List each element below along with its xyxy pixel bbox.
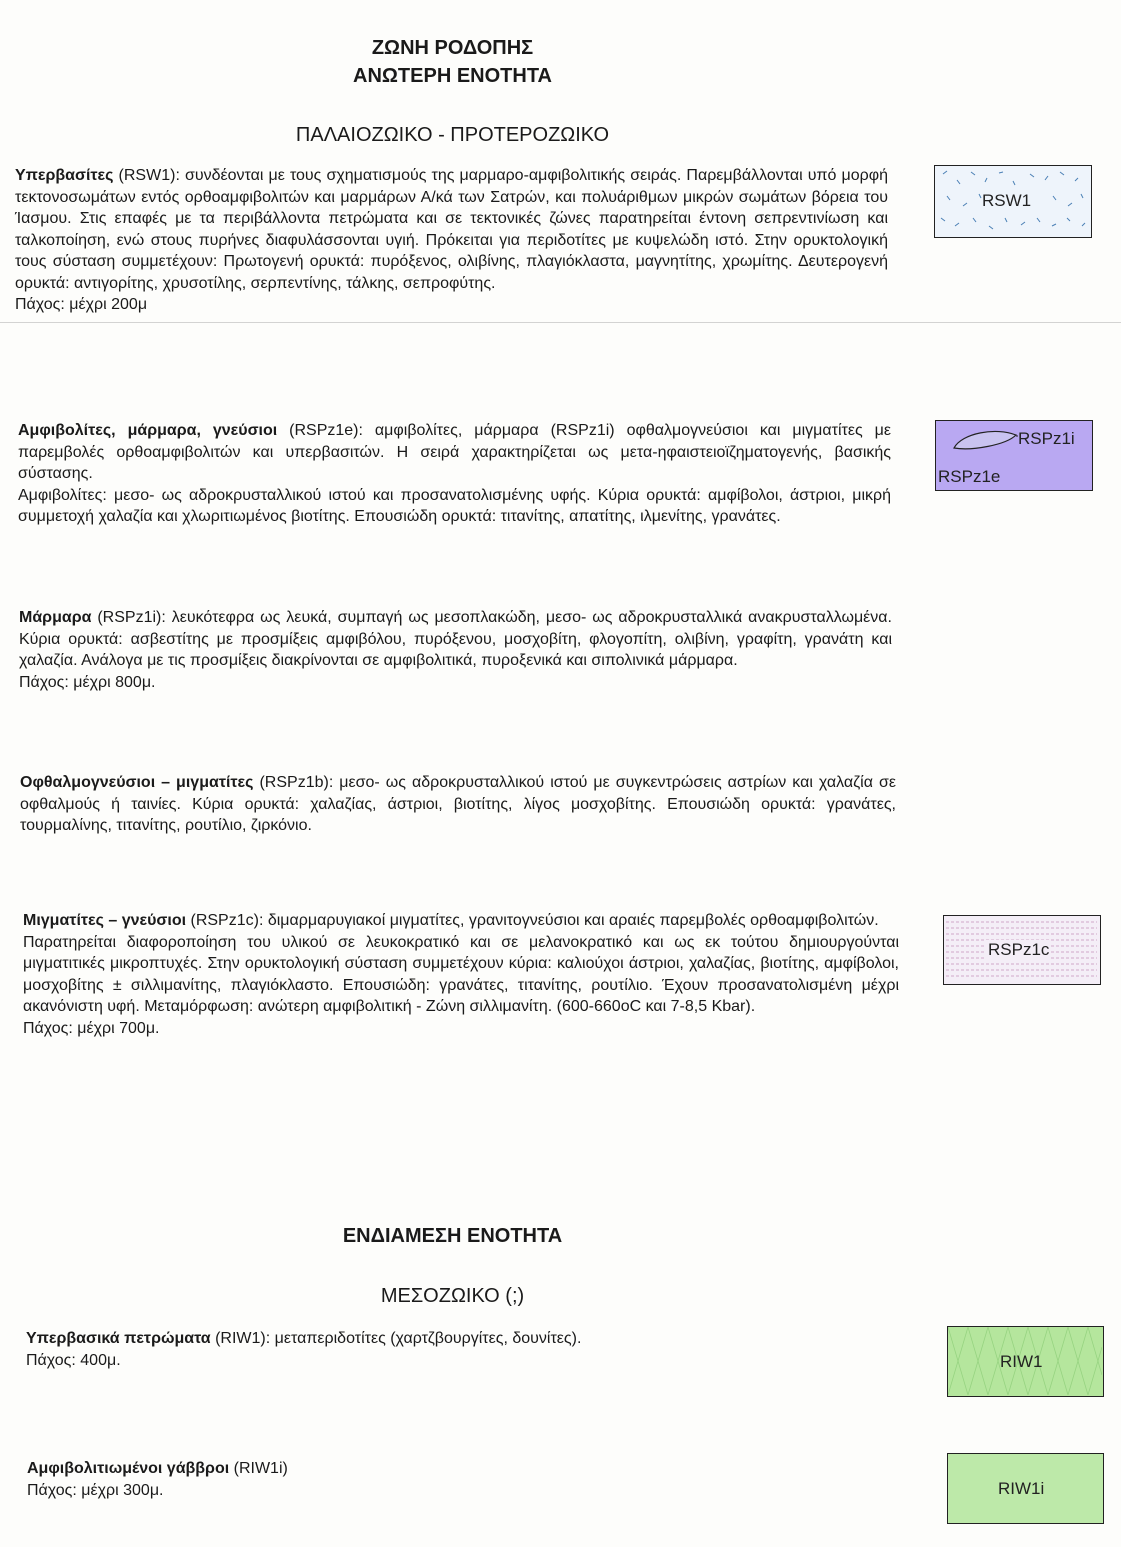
- unit-title: ΑΝΩΤΕΡΗ ΕΝΟΤΗΤΑ: [353, 65, 552, 87]
- entry-text: Αμφιβολίτες: μεσο- ως αδροκρυσταλλικού ιστού και προσανατολισμένης υφής. Κύρια ορυκτά: αμφίβολοι, άστριοι, μικρή συμμετοχή χαλαζία και χλωριτιωμένος βιοτίτης. Επουσιώδη ορυκτά: τιτανίτης, απατίτης, ιλμενίτης, γρανάτες.: [18, 486, 891, 525]
- entry-rspz1b: [20, 772, 896, 837]
- legend-label: RIW1: [1000, 1352, 1043, 1371]
- entry-thickness: Πάχος: μέχρι 300μ.: [27, 1481, 164, 1499]
- entry-text: : διμαρμαρυγιακοί μιγματίτες, γρανιτογνεύσιοι και αραιές παρεμβολές ορθοαμφιβολιτών.: [258, 912, 879, 929]
- entry-thickness: Πάχος: μέχρι 200μ: [15, 296, 148, 313]
- entry-code: (RSPz1c): [186, 912, 259, 929]
- legend-label: RSW1: [982, 191, 1032, 210]
- entry-code: (RSPz1i): [91, 609, 162, 626]
- zone-title: ΖΩΝΗ ΡΟΔΟΠΗΣ: [371, 37, 534, 59]
- entry-code: (RSPz1b): [253, 774, 329, 791]
- entry-title: Αμφιβολίτες, μάρμαρα, γνεύσιοι: [18, 422, 278, 439]
- unit2-title: ΕΝΔΙΑΜΕΣΗ ΕΝΟΤΗΤΑ: [342, 1225, 563, 1247]
- entry-title: Μάρμαρα: [19, 609, 92, 626]
- legend-label: RSPz1i: [1018, 429, 1075, 448]
- entry-text: Παρατηρείται διαφοροποίηση του υλικού σε λευκοκρατικό και σε μελανοκρατικό και ως εκ τούτου δημιουργούνται μιγματιτικές μικροπτυχές. Στην ορυκτολογική σύσταση συμμετέχουν κύρια: καλιούχοι άστριοι, χαλαζίας, βιοτίτης, αμφίβολοι, μοσχοβίτης ± σιλλιμανίτης, πλαγιόκλαστο. Επουσιώδη: γρανάτες, τιτανίτης, ρουτίλιο. Έχουν προσανατολισμένη μέχρι ακανόνιστη υφή. Μεταμόρφωση: ανώτερη αμφιβολιτική - Ζώνη σιλλιμανίτη. (600-660oC και 7-8,5 Kbar).: [23, 933, 899, 1015]
- entry-rspz1i: [19, 607, 892, 693]
- entry-title: Υπερβασικά πετρώματα: [26, 1330, 211, 1347]
- scan-artifact-line: [0, 322, 1121, 323]
- legend-rsw1: [934, 165, 1092, 238]
- entry-title: Αμφιβολιτιωμένοι γάββροι: [27, 1460, 230, 1477]
- entry-code: (RSW1): [113, 167, 176, 184]
- entry-code: (RIW1): [210, 1330, 266, 1347]
- entry-thickness: Πάχος: μέχρι 800μ.: [19, 673, 156, 691]
- entry-text: : αμφιβολίτες, μάρμαρα (RSPz1i) οφθαλμογνεύσιοι και μιγματίτες με παρεμβολές ορθοαμφιβολιτών και υπερβασιτών. Η σειρά χαρακτηρίζεται ως μετα-ηφαιστειοϊζηματογενής, βασικής σύστασης.: [18, 422, 892, 482]
- legend-riw1i: [947, 1453, 1104, 1524]
- legend-label: RIW1i: [998, 1479, 1045, 1498]
- entry-rspz1e: [18, 420, 891, 528]
- era2-title: ΜΕΣΟΖΩΙΚΟ (;): [380, 1285, 525, 1307]
- entry-text: : λευκότεφρα ως λευκά, συμπαγή ως μεσοπλακώδη, μεσο- ως αδροκρυσταλλικά ανακρυσταλλωμένα. Κύρια ορυκτά: ασβεστίτης με προσμίξεις αμφιβόλου, πυρόξενου, μοσχοβίτη, φλογοπίτη, ολιβίνη, γραφίτη, γρανάτη και χαλαζία. Ανάλογα με τις προσμίξεις διακρίνονται σε αμφιβολιτικά, πυροξενικά και σιπολινικά μάρμαρα.: [19, 609, 893, 669]
- entry-riw1i: [27, 1458, 887, 1501]
- era-title: ΠΑΛΑΙΟΖΩΙΚΟ - ΠΡΟΤΕΡΟΖΩΙΚΟ: [295, 124, 610, 146]
- legend-label: RSPz1c: [988, 940, 1050, 959]
- entry-rspz1c: [23, 910, 899, 1039]
- entry-title: Μιγματίτες – γνεύσιοι: [23, 912, 187, 929]
- entry-title: Υπερβασίτες: [15, 167, 114, 184]
- entry-text: : μεσο- ως αδροκρυσταλλικού ιστού με συγκεντρώσεις αστρίων και χαλαζία σε οφθαλμούς ή ταινίες. Κύρια ορυκτά: χαλαζίας, άστριοι, βιοτίτης, λίγος μοσχοβίτης. Επουσιώδη ορυκτά: γρανάτες, τουρμαλίνης, τιτανίτης, ρουτίλιο, ζιρκόνιο.: [20, 774, 896, 834]
- legend-rspz1c: [943, 915, 1101, 985]
- entry-text: : συνδέονται με τους σχηματισμούς της μαρμαρο-αμφιβολιτικής σειράς. Παρεμβάλλονται υπό μορφή τεκτονοσωμάτων εντός ορθοαμφιβολιτών και μαρμάρων Α/κά των Σατρών, και πολυάριθμων μικρών σωμάτων βόρεια του Ίασμου. Στις επαφές με τα περιβάλλοντα πετρώματα και σε τεκτονικές ζώνες παρατηρείται έντονη σεπρεντινίωση και ταλκοποίηση, ενώ στους πυρήνες διαφυλάσσονται υγιή. Πρόκειται για περιδοτίτες με κυψελώδη ιστό. Στην ορυκτολογική τους σύσταση συμμετέχουν: Πρωτογενή ορυκτά: πυρόξενος, ολιβίνης, πλαγιόκλαστα, μαγνητίτης, χρωμίτης. Δευτερογενή ορυκτά: αντιγορίτης, χρυσοτίλης, σερπεντίνης, τάλκης, σεπροφύτης.: [15, 167, 888, 292]
- legend-rspz1e: [935, 420, 1093, 491]
- entry-riw1: [26, 1328, 886, 1371]
- entry-thickness: Πάχος: 400μ.: [26, 1351, 121, 1369]
- legend-label: RSPz1e: [938, 467, 1001, 486]
- legend-riw1: [947, 1326, 1104, 1397]
- entry-thickness: Πάχος: μέχρι 700μ.: [23, 1019, 160, 1037]
- entry-code: (RSPz1e): [277, 422, 359, 439]
- entry-code: (RIW1i): [229, 1460, 288, 1477]
- entry-rsw1: [15, 165, 888, 316]
- entry-text: : μεταπεριδοτίτες (χαρτζβουργίτες, δουνίτες).: [265, 1330, 582, 1347]
- entry-title: Οφθαλμογνεύσιοι – μιγματίτες: [20, 774, 254, 791]
